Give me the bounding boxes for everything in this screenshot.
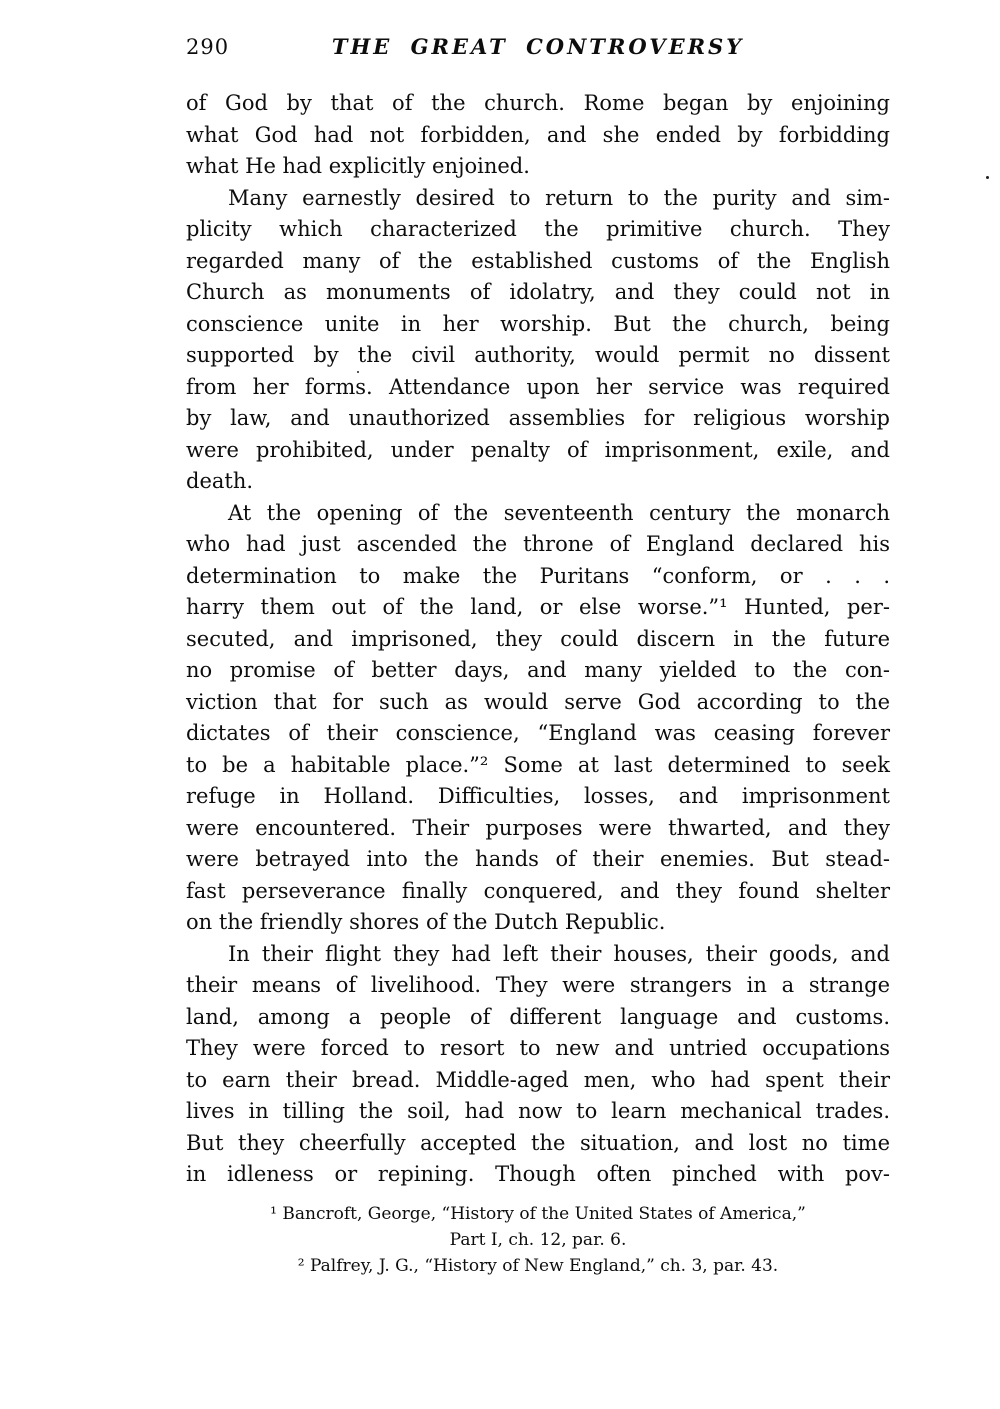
page-body [186,88,890,1191]
text-line: on the friendly shores of the Dutch Republic. [186,910,666,934]
text-line: what God had not forbidden, and she ended by forbidding [186,122,890,147]
text-line: Many earnestly desired to return to the purity and sim- [228,185,890,210]
footnotes [186,1201,890,1279]
paragraph [186,939,890,1191]
text-line: from her forms. Attendance upon her service was required [186,374,890,399]
text-line: plicity which characterized the primitive church. They [186,217,890,241]
text-line: to earn their bread. Middle-aged men, who had spent their [186,1067,890,1092]
text-line: supported by the civil authority, would permit no dissent [186,343,890,367]
text-line: secuted, and imprisoned, they could discern in the future [186,626,890,651]
page-number: 290 [186,35,230,59]
footnote-line: ² Palfrey, J. G., “History of New England,” ch. 3, par. 43. [297,1256,779,1276]
text-line: what He had explicitly enjoined. [186,154,530,178]
text-line: death. [186,469,254,493]
footnote-line: Part I, ch. 12, par. 6. [449,1230,627,1250]
text-line: to be a habitable place.”² Some at last determined to seek [186,752,890,777]
running-title: THE GREAT CONTROVERSY [331,34,745,59]
text-line: regarded many of the established customs of the English [186,248,890,273]
text-line: their means of livelihood. They were strangers in a strange [186,973,890,997]
text-line: of God by that of the church. Rome began by enjoining [186,91,890,115]
page-header [186,34,890,62]
text-line: dictates of their conscience, “England was ceasing forever [186,721,890,745]
footnote-line: ¹ Bancroft, George, “History of the United States of America,” [270,1204,806,1224]
text-line: They were forced to resort to new and untried occupations [186,1036,890,1060]
text-line: lives in tilling the soil, had now to learn mechanical trades. [186,1099,890,1123]
text-line: At the opening of the seventeenth century the monarch [228,500,890,525]
text-line: fast perseverance finally conquered, and they found shelter [186,878,890,903]
text-line: In their flight they had left their houses, their goods, and [228,941,890,966]
text-line: land, among a people of different language and customs. [186,1004,890,1029]
text-line: no promise of better days, and many yielded to the con- [186,658,890,682]
text-line: conscience unite in her worship. But the church, being [186,311,890,336]
paragraph [186,88,890,183]
text-line: But they cheerfully accepted the situation, and lost no time [186,1130,890,1155]
text-line: who had just ascended the throne of England declared his [186,532,890,556]
text-line: determination to make the Puritans “conform, or . . . [186,563,890,588]
text-line: were betrayed into the hands of their enemies. But stead- [186,847,890,871]
scan-speck [986,176,989,179]
scan-speck [357,371,359,373]
text-line: harry them out of the land, or else worse.”¹ Hunted, per- [186,595,890,619]
text-line: viction that for such as would serve God according to the [186,689,890,714]
text-line: Church as monuments of idolatry, and they could not in [186,280,890,304]
text-line: in idleness or repining. Though often pinched with pov- [186,1162,890,1186]
text-line: were prohibited, under penalty of imprisonment, exile, and [186,437,890,462]
text-line: by law, and unauthorized assemblies for religious worship [186,406,890,430]
paragraph [186,183,890,498]
text-line: were encountered. Their purposes were thwarted, and they [186,815,890,840]
text-line: refuge in Holland. Difficulties, losses, and imprisonment [186,784,890,808]
paragraph [186,498,890,939]
